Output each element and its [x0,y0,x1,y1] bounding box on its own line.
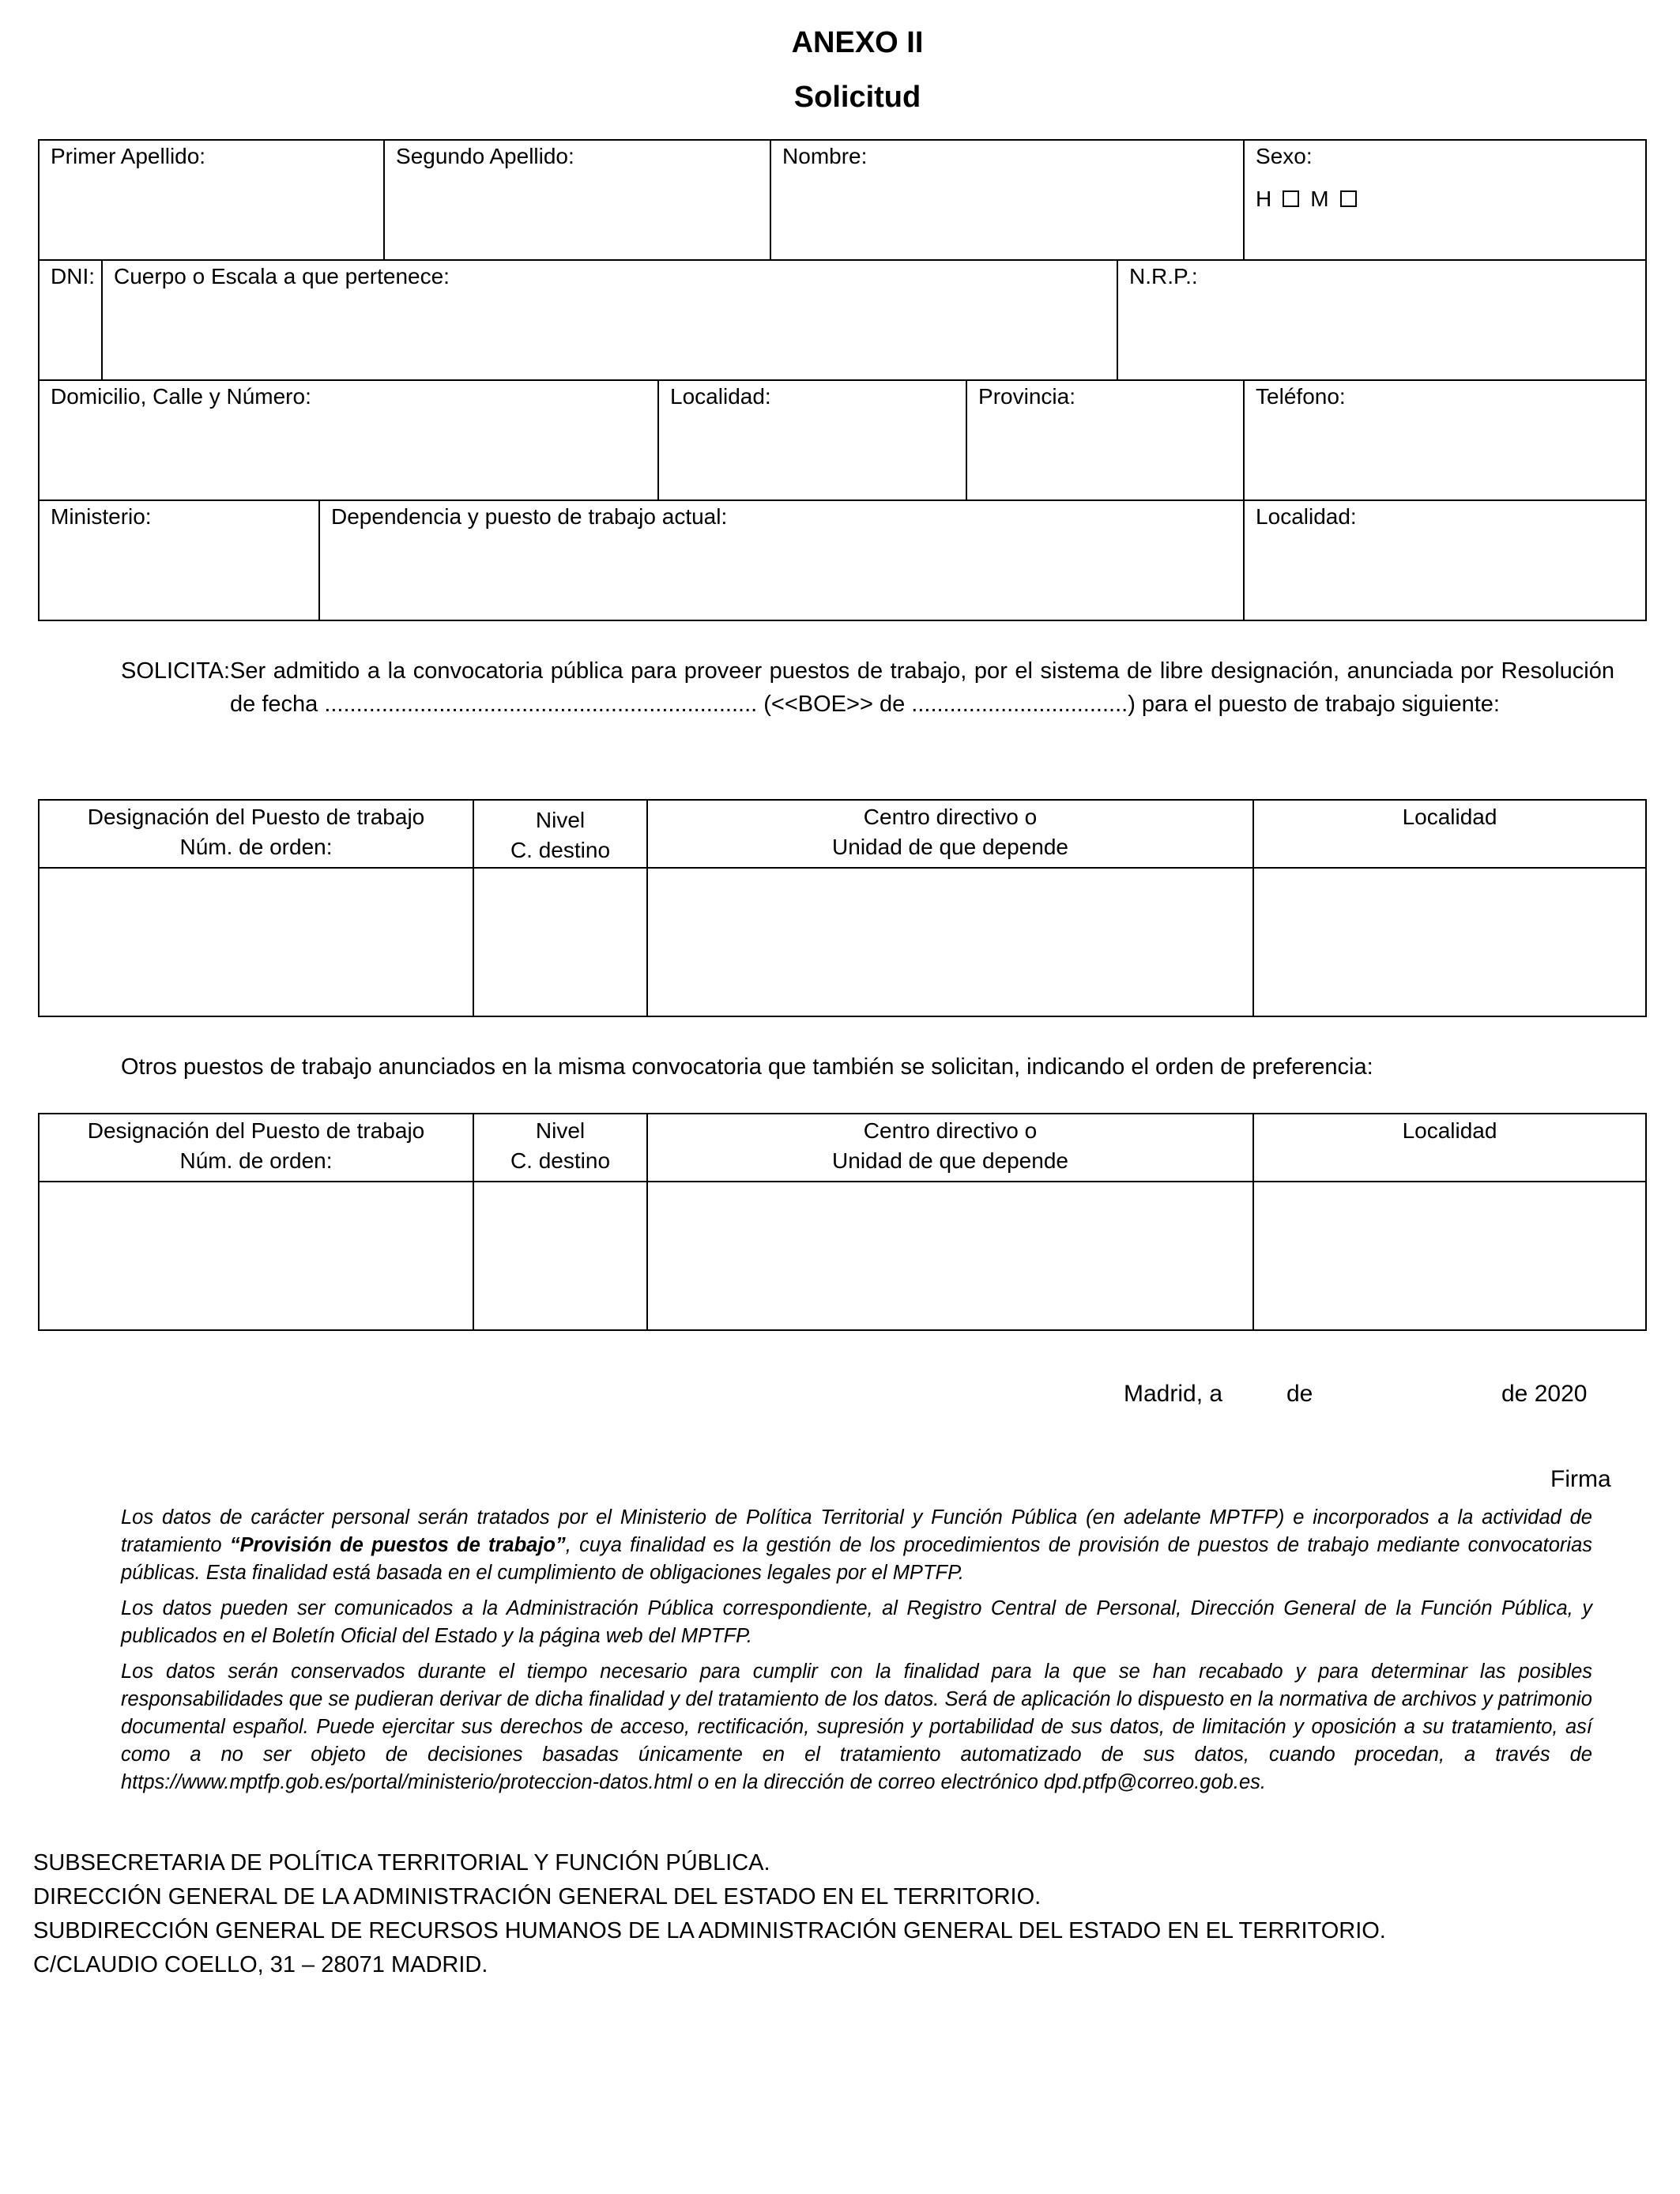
other-jobs-table [38,1113,1647,1331]
provincia-label: Provincia: [978,384,1075,409]
cuerpo-escala-field[interactable] [102,260,1117,380]
designacion-header: Designación del Puesto de trabajo Núm. de orden: [39,1114,473,1182]
dni-label: DNI: [51,264,95,288]
sexo-m-checkbox[interactable] [1340,190,1357,207]
footer-line-3: SUBDIRECCIÓN GENERAL DE RECURSOS HUMANOS DE LA ADMINISTRACIÓN GENERAL DEL ESTADO EN EL TERRITORIO. [33,1918,1386,1943]
localidad-header: Localidad [1253,800,1646,868]
footer-address [33,1846,1386,1982]
sexo-field [1244,140,1646,260]
provincia-field[interactable] [966,380,1244,500]
footer-line-2: DIRECCIÓN GENERAL DE LA ADMINISTRACIÓN GENERAL DEL ESTADO EN EL TERRITORIO. [33,1884,1042,1909]
footer-line-1: SUBSECRETARIA DE POLÍTICA TERRITORIAL Y FUNCIÓN PÚBLICA. [33,1850,770,1875]
dependencia-field[interactable] [319,500,1244,620]
nivel-input[interactable] [473,1182,647,1330]
sexo-label: Sexo: [1256,144,1313,168]
otros-puestos-text: Otros puestos de trabajo anunciados en la misma convocatoria que también se solicitan, indicando el orden de preferencia: [121,1054,1373,1080]
localidad-actual-field[interactable] [1244,500,1646,620]
date-de-1: de [1286,1381,1313,1407]
centro-directivo-header: Centro directivo o Unidad de que depende [647,1114,1253,1182]
dependencia-label: Dependencia y puesto de trabajo actual: [331,504,728,529]
localidad-field[interactable] [658,380,966,500]
cuerpo-escala-label: Cuerpo o Escala a que pertenece: [114,264,450,288]
solicita-text: Ser admitido a la convocatoria pública para proveer puestos de trabajo, por el sistema de libre designación, anunciada por Resolución de fecha .................................................................... (<<BOE>> de ..................................) para el puesto de trabajo siguiente: [230,658,1614,717]
nivel-input[interactable] [473,868,647,1016]
nrp-field[interactable] [1117,260,1646,380]
designacion-header: Designación del Puesto de trabajo Núm. de orden: [39,800,473,868]
centro-directivo-input[interactable] [647,1182,1253,1330]
date-place: Madrid, a [1124,1381,1223,1407]
localidad-header: Localidad [1253,1114,1646,1182]
requested-job-table [38,799,1647,1017]
dni-field[interactable] [39,260,102,380]
nivel-header: Nivel C. destino [473,800,647,868]
firma-label: Firma [1550,1466,1611,1492]
privacy-notice [121,1504,1592,1804]
form-title: Solicitud [793,81,921,114]
sexo-h-checkbox[interactable] [1283,190,1299,207]
privacy-paragraph-1: Los datos de carácter personal serán tratados por el Ministerio de Política Territorial y Función Pública (en adelante MPTFP) e incorporados a la actividad de tratamiento “Provisión de puestos de trabajo”, cuya finalidad es la gestión de los procedimientos de provisión de puestos de trabajo mediante convocatorias públicas. Esta finalidad está basada en el cumplimiento de obligaciones legales por el MPTFP. [121,1506,1592,1584]
ministerio-field[interactable] [39,500,319,620]
nombre-label: Nombre: [782,144,868,168]
localidad-label: Localidad: [670,384,771,409]
primer-apellido-field[interactable] [39,140,384,260]
centro-directivo-input[interactable] [647,868,1253,1016]
designacion-input[interactable] [39,868,473,1016]
primer-apellido-label: Primer Apellido: [51,144,206,168]
annex-title: ANEXO II [791,26,924,59]
centro-directivo-header: Centro directivo o Unidad de que depende [647,800,1253,868]
segundo-apellido-field[interactable] [384,140,770,260]
privacy-paragraph-2: Los datos pueden ser comunicados a la Administración Pública correspondiente, al Registro Central de Personal, Dirección General de la Función Pública, y publicados en el Boletín Oficial del Estado y la página web del MPTFP. [121,1597,1592,1647]
solicita-paragraph [121,654,1622,721]
segundo-apellido-label: Segundo Apellido: [396,144,574,168]
telefono-field[interactable] [1244,380,1646,500]
privacy-paragraph-3: Los datos serán conservados durante el tiempo necesario para cumplir con la finalidad para la que se han recabado y para determinar las posibles responsabilidades que se pudieran derivar de dicha finalidad y del tratamiento de los datos. Será de aplicación lo dispuesto en la normativa de archivos y patrimonio documental español. Puede ejercitar sus derechos de acceso, rectificación, supresión y portabilidad de sus datos, de limitación y oposición a su tratamiento, así como a no ser objeto de decisiones basadas únicamente en el tratamiento automatizado de sus datos, cuando procedan, a través de https://www.mptfp.gob.es/portal/ministerio/proteccion-datos.html o en la dirección de correo electrónico dpd.ptfp@correo.gob.es. [121,1661,1592,1793]
designacion-input[interactable] [39,1182,473,1330]
localidad-actual-label: Localidad: [1256,504,1357,529]
solicita-key: SOLICITA: [121,658,231,684]
personal-data-table [38,139,1647,621]
domicilio-label: Domicilio, Calle y Número: [51,384,311,409]
sexo-h-label: H [1256,187,1272,211]
nivel-header: Nivel C. destino [473,1114,647,1182]
sexo-m-label: M [1310,187,1329,211]
footer-line-4: C/CLAUDIO COELLO, 31 – 28071 MADRID. [33,1952,488,1977]
localidad-input[interactable] [1253,868,1646,1016]
nrp-label: N.R.P.: [1129,264,1198,288]
ministerio-label: Ministerio: [51,504,152,529]
telefono-label: Teléfono: [1256,384,1346,409]
date-de-year: de 2020 [1501,1381,1588,1407]
localidad-input[interactable] [1253,1182,1646,1330]
nombre-field[interactable] [770,140,1244,260]
domicilio-field[interactable] [39,380,658,500]
